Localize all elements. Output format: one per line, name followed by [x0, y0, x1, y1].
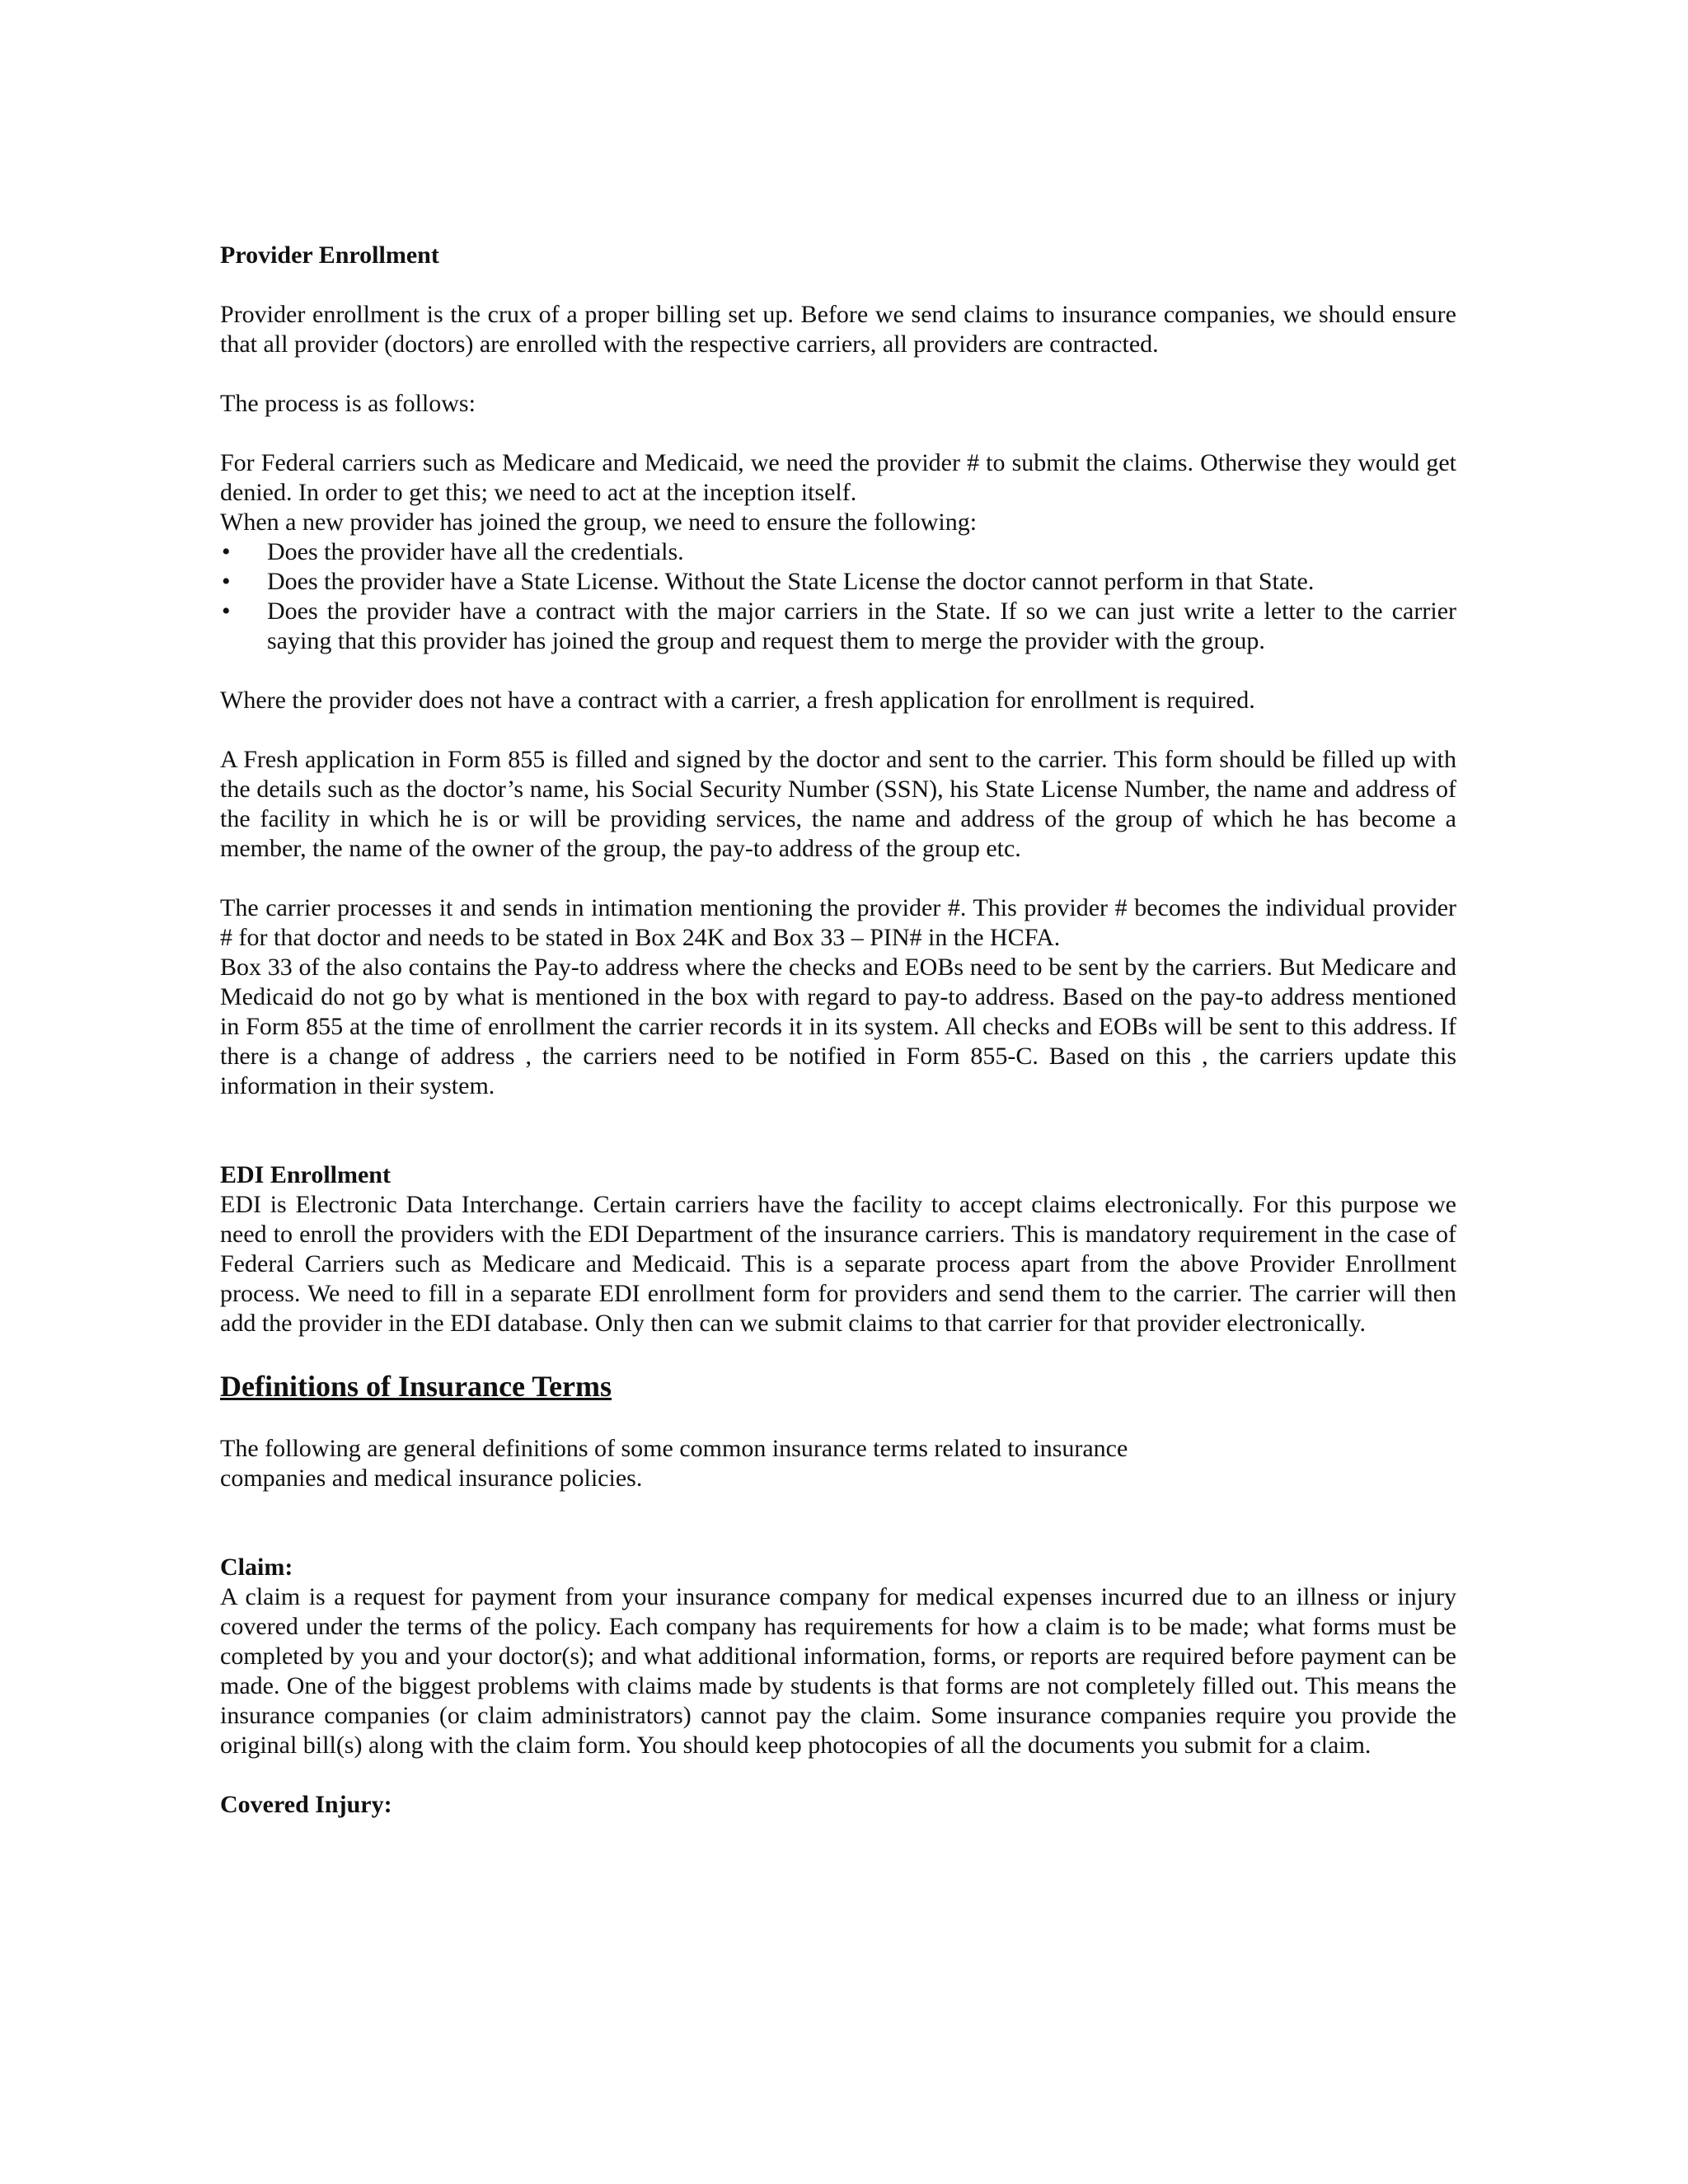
provider-enrollment-intro: Provider enrollment is the crux of a proper billing set up. Before we send claims to insurance companies, we should ensure that all provider (doctors) are enrolled with the respective carriers, all providers are contracted.	[220, 301, 1456, 358]
edi-enrollment-heading: EDI Enrollment	[220, 1161, 391, 1188]
definitions-intro-line-2: companies and medical insurance policies.	[220, 1465, 643, 1492]
list-item	[220, 597, 1456, 656]
box-33-paragraph: Box 33 of the also contains the Pay-to address where the checks and EOBs need to be sent by the carriers. But Medicare and Medicaid do not go by what is mentioned in the box with regard to pay-to address. Based on the pay-to address mentioned in Form 855 at the time of enrollment the carrier records it in its system. All checks and EOBs will be sent to this address. If there is a change of address , the carriers need to be notified in Form 855-C. Based on this , the carriers update this information in their system.	[220, 954, 1456, 1099]
new-provider-intro: When a new provider has joined the group, we need to ensure the following:	[220, 509, 978, 536]
definitions-heading: Definitions of Insurance Terms	[220, 1370, 612, 1403]
list-item-text: Does the provider have all the credentials.	[267, 538, 684, 565]
provider-enrollment-heading: Provider Enrollment	[220, 241, 439, 269]
bullet-icon: •	[222, 568, 231, 595]
claim-body: A claim is a request for payment from your insurance company for medical expenses incurred due to an illness or injury covered under the terms of the policy. Each company has requirements for how a claim is to be made; what forms must be completed by you and your doctor(s); and what additional information, forms, or reports are required before payment can be made. One of the biggest problems with claims made by students is that forms are not completely filled out. This means the insurance companies (or claim administrators) cannot pay the claim. Some insurance companies require you provide the original bill(s) along with the claim form. You should keep photocopies of all the documents you submit for a claim.	[220, 1583, 1456, 1759]
list-item-text: Does the provider have a State License. Without the State License the doctor cannot perform in that State.	[267, 568, 1315, 595]
bullet-icon: •	[222, 598, 231, 625]
federal-carriers-paragraph: For Federal carriers such as Medicare and Medicaid, we need the provider # to submit the claims. Otherwise they would get denied. In order to get this; we need to act at the inception itself.	[220, 449, 1456, 506]
no-contract-paragraph: Where the provider does not have a contract with a carrier, a fresh application for enrollment is required.	[220, 687, 1255, 714]
document-page	[220, 241, 1456, 1820]
process-intro: The process is as follows:	[220, 390, 476, 417]
bullet-icon: •	[222, 538, 231, 565]
list-item	[220, 567, 1456, 597]
list-item	[220, 537, 1456, 567]
provider-checklist	[220, 537, 1456, 656]
edi-enrollment-body: EDI is Electronic Data Interchange. Certain carriers have the facility to accept claims electronically. For this purpose we need to enroll the providers with the EDI Department of the insurance carriers. This is mandatory requirement in the case of Federal Carriers such as Medicare and Medicaid. This is a separate process apart from the above Provider Enrollment process. We need to fill in a separate EDI enrollment form for providers and send them to the carrier. The carrier will then add the provider in the EDI database. Only then can we submit claims to that carrier for that provider electronically.	[220, 1191, 1456, 1337]
definitions-intro-line-1: The following are general definitions of some common insurance terms related to insurance	[220, 1435, 1128, 1462]
covered-injury-heading: Covered Injury:	[220, 1791, 392, 1818]
list-item-text: Does the provider have a contract with the major carriers in the State. If so we can just write a letter to the carrier saying that this provider has joined the group and request them to merge the provider with the group.	[267, 598, 1456, 654]
form-855-paragraph: A Fresh application in Form 855 is filled and signed by the doctor and sent to the carrier. This form should be filled up with the details such as the doctor’s name, his Social Security Number (SSN), his State License Number, the name and address of the facility in which he is or will be providing services, the name and address of the group of which he has become a member, the name of the owner of the group, the pay-to address of the group etc.	[220, 746, 1456, 862]
carrier-processing-paragraph: The carrier processes it and sends in intimation mentioning the provider #. This provider # becomes the individual provider # for that doctor and needs to be stated in Box 24K and Box 33 – PIN# in the HCFA.	[220, 894, 1456, 951]
claim-heading: Claim:	[220, 1554, 293, 1581]
